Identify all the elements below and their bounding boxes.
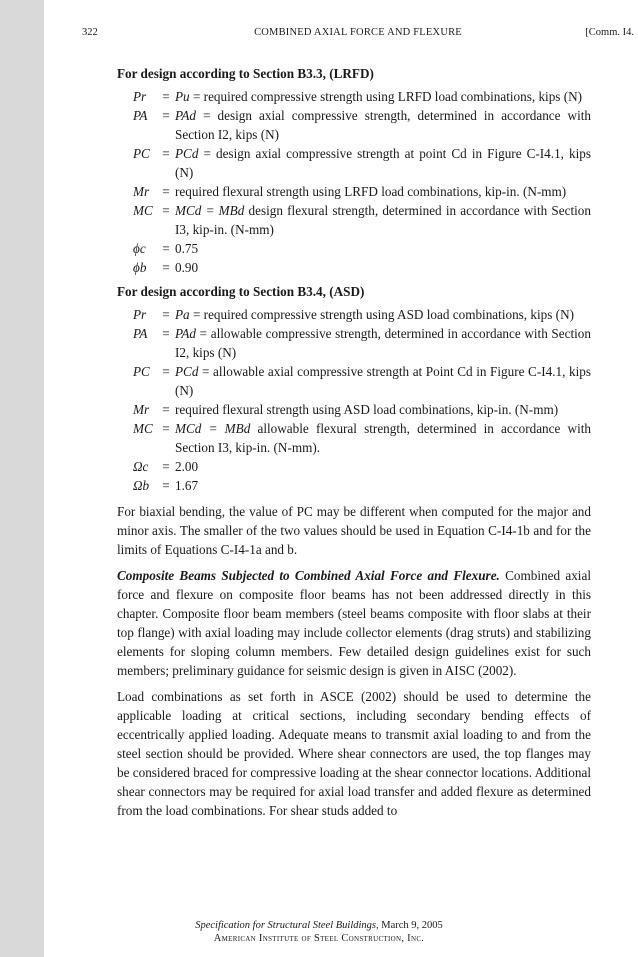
definition-row: PC = PCd = design axial compressive strength at point Cd in Figure C-I4.1, kips (N) [133,146,591,180]
definition-text: 2.00 [175,459,199,474]
definition-row: Pr = Pu = required compressive strength using LRFD load combinations, kips (N) [133,89,583,104]
running-header [82,26,634,40]
symbol: ϕb [133,260,147,275]
paragraph-composite-beams [117,566,591,680]
symbol: Pr [133,89,147,104]
lrfd-heading: For design according to Section B3.3, (LRFD) [117,66,374,81]
footer-spec-line [0,919,638,932]
definition-text: = required compressive strength using ASD load combinations, kips (N) [189,307,574,322]
symbol: Ωc [133,459,149,474]
definition-text: required flexural strength using ASD load combinations, kip-in. (N-mm) [175,402,559,417]
symbol-equiv: PCd [175,146,199,161]
paragraph-load-combinations [117,687,591,820]
symbol: Mr [133,184,150,199]
symbol: PA [133,326,148,341]
paragraph-biaxial [117,502,591,559]
symbol: MC [133,203,153,218]
definition-text: 1.67 [175,478,199,493]
definition-row: Mr = required flexural strength using LRFD load combinations, kip-in. (N-mm) [133,184,567,199]
definition-row: ϕb = 0.90 [133,260,199,275]
symbol-equiv: PAd [175,326,197,341]
symbol: Ωb [133,478,150,493]
symbol-equiv: Pa [175,307,190,322]
lrfd-definitions [117,87,591,277]
symbol-equiv: Pu [175,89,190,104]
definition-text: = design axial compressive strength at point Cd in Figure C-I4.1, kips (N) [175,146,591,180]
definition-row: PC = PCd = allowable axial compressive strength at Point Cd in Figure C-I4.1, kips (N) [133,364,591,398]
main-content [117,64,591,820]
symbol: MC [133,421,153,436]
running-footer [0,919,638,945]
symbol: PC [133,146,150,161]
definition-row: Ωb = 1.67 [133,478,199,493]
asd-heading: For design according to Section B3.4, (ASD) [117,284,365,299]
footer-date: March 9, 2005 [378,920,443,931]
page-number: 322 [82,27,98,38]
definition-row: Pr = Pa = required compressive strength using ASD load combinations, kips (N) [133,307,574,322]
symbol: Mr [133,402,150,417]
paragraph-text: For biaxial bending, the value of PC may be different when computed for the major and minor axis. The smaller of the two values should be used in Equation C-I4-1b and for the limits of Equations C-I4-1a and b. [117,504,591,557]
definition-text: 0.75 [175,241,199,256]
paragraph-text: Load combinations as set forth in ASCE (2002) should be used to determine the applicable loading at critical sections, including secondary bending effects of eccentrically applied loading. Adequate means to transmit axial loading to and from the steel section should be provided. Where shear connectors are used, the top flanges may be considered braced for compressive loading at the shear connector locations. Additional shear connectors may be required for axial load transfer and added flexure as determined from the load combinations. For shear studs added to [117,689,591,818]
definition-row: PA = PAd = design axial compressive strength, determined in accordance with Section I2, kips (N) [133,108,591,142]
definition-text: design flexural strength, determined in accordance with Section I3, kip-in. (N-mm) [175,203,591,237]
definition-row: MC = MCd = MBd design flexural strength, determined in accordance with Section I3, kip-in. (N-mm) [133,203,591,237]
footer-publisher: American Institute of Steel Construction, Inc. [213,933,425,944]
definition-row: ϕc = 0.75 [133,241,199,256]
definition-text: allowable flexural strength, determined in accordance with Section I3, kip-in. (N-mm). [175,421,591,455]
definition-text: = required compressive strength using LRFD load combinations, kips (N) [189,89,583,104]
chapter-title: COMBINED AXIAL FORCE AND FLEXURE [254,27,462,38]
definition-text: 0.90 [175,260,199,275]
definition-row: PA = PAd = allowable compressive strength, determined in accordance with Section I2, kips (N) [133,326,591,360]
asd-definitions [117,305,591,495]
symbol-equiv: PAd [175,108,197,123]
symbol-equiv: PCd [175,364,199,379]
definition-text: = allowable axial compressive strength at Point Cd in Figure C-I4.1, kips (N) [175,364,591,398]
footer-spec-title: Specification for Structural Steel Buildings, [195,920,379,931]
paragraph-text: Combined axial force and flexure on composite floor beams has not been addressed directly in this chapter. Composite floor beam members (steel beams composite with floor slabs at their top flange) with axial loading may include collector elements (drag struts) and stabilizing elements for sloping column members. Few detailed design guidelines exist for such members; preliminary guidance for seismic design is given in AISC (2002). [117,568,591,678]
definition-text: = allowable compressive strength, determined in accordance with Section I2, kips (N) [175,326,591,360]
paragraph-lead: Composite Beams Subjected to Combined Axial Force and Flexure. [117,568,500,583]
definition-row: MC = MCd = MBd allowable flexural strength, determined in accordance with Section I3, kip-in. (N-mm). [133,421,591,455]
definition-row: Ωc = 2.00 [133,459,199,474]
symbol-equiv: MCd = MBd [175,421,251,436]
symbol-equiv: MCd = MBd [175,203,245,218]
symbol: PC [133,364,150,379]
symbol: PA [133,108,148,123]
definition-text: required flexural strength using LRFD load combinations, kip-in. (N-mm) [175,184,567,199]
section-reference: [Comm. I4. [585,27,634,38]
symbol: Pr [133,307,147,322]
definition-row: Mr = required flexural strength using ASD load combinations, kip-in. (N-mm) [133,402,559,417]
symbol: ϕc [133,241,146,256]
definition-text: = design axial compressive strength, determined in accordance with Section I2, kips (N) [175,108,591,142]
